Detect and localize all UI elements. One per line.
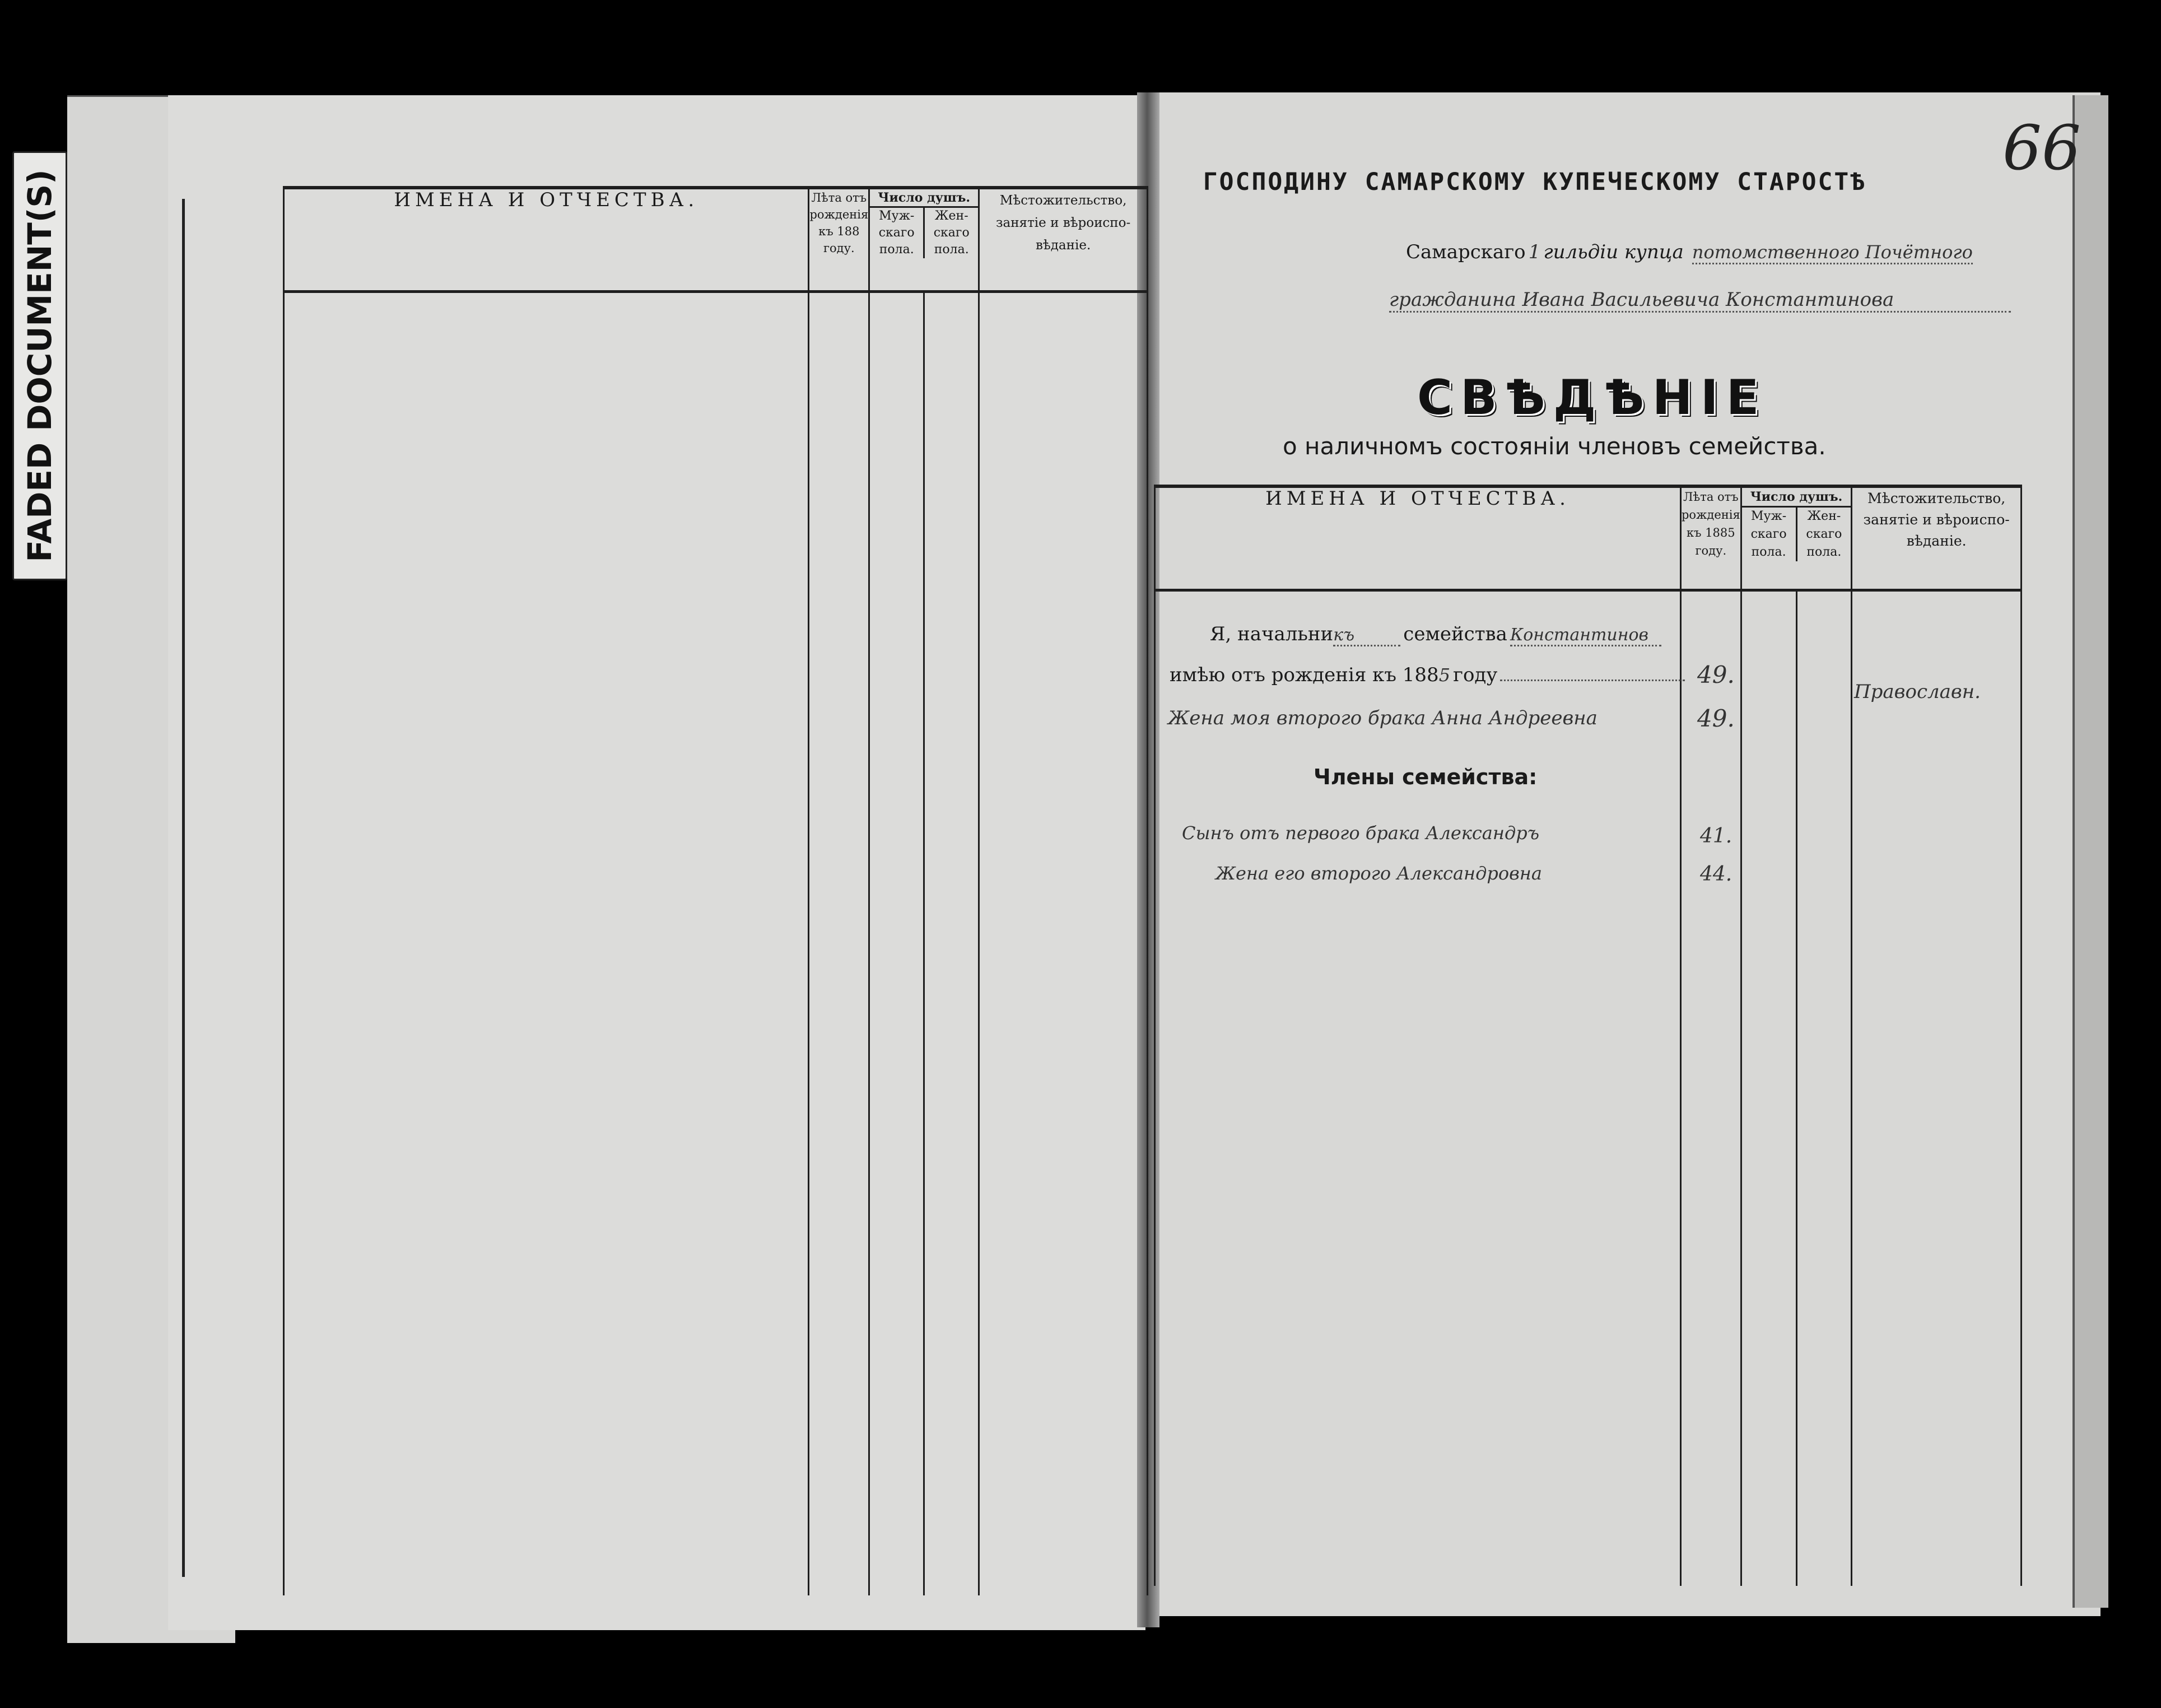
- age-line-year: 5: [1438, 664, 1451, 686]
- member-age: 41.: [1700, 825, 1732, 848]
- right-male-label: Муж-скаго пола.: [1742, 506, 1797, 561]
- left-male-label: Муж-скаго пола.: [870, 206, 925, 258]
- right-page-edge: [2072, 95, 2108, 1608]
- head-family-name: Константинов: [1510, 625, 1661, 646]
- members-label: Члены семейства:: [1314, 765, 1538, 789]
- right-col-souls-header: [1741, 486, 1852, 590]
- head-age-line: [1170, 664, 1685, 686]
- head-line-start: Я, начальни: [1210, 623, 1334, 645]
- left-register-table: [283, 186, 1148, 1595]
- left-col-souls-header: [869, 188, 979, 292]
- petitioner-status: потомственного Почётного: [1692, 241, 1973, 264]
- member-age: 44.: [1700, 863, 1732, 886]
- left-female-label: Жен-скаго пола.: [925, 206, 978, 258]
- petitioner-guild-number: 1: [1528, 241, 1541, 263]
- wife-age-value: 49.: [1697, 705, 1735, 732]
- right-col-names-header: ИМЕНА И ОТЧЕСТВА.: [1155, 486, 1681, 590]
- right-male-column: [1741, 590, 1796, 1586]
- petitioner-line-2: [1389, 288, 2011, 313]
- left-souls-label: Число душъ.: [878, 190, 970, 205]
- page-number: 66: [2002, 112, 2081, 184]
- left-female-column: [924, 292, 979, 1596]
- left-col-residence-header: Мѣстожительство, занятіе и вѣроиспо-вѣданіе.: [979, 188, 1148, 292]
- left-residence-column: [979, 292, 1148, 1596]
- head-line-family-label: семейства: [1403, 623, 1507, 645]
- age-line-start: имѣю отъ рожденія къ 188: [1170, 664, 1439, 686]
- age-line-leader: [1500, 680, 1685, 681]
- left-margin-rule: [182, 199, 185, 1577]
- faded-document-tab: [12, 151, 67, 580]
- right-residence-column: [1852, 590, 2022, 1586]
- right-souls-label: Число душъ.: [1750, 490, 1843, 504]
- left-names-column: [284, 292, 809, 1596]
- document-title: СВѢДѢНІЕ: [1417, 370, 1767, 426]
- wife-entry: Жена моя второго брака Анна Андреевна: [1168, 707, 1598, 729]
- document-subtitle: о наличномъ состояніи членовъ семейства.: [1283, 432, 1826, 460]
- head-age-value: 49.: [1697, 661, 1735, 688]
- petitioner-city: Самарскаго: [1406, 241, 1526, 263]
- head-line-suffix: къ: [1333, 625, 1400, 646]
- right-female-label: Жен-скаго пола.: [1797, 506, 1851, 561]
- member-name: Жена его второго Александровна: [1215, 863, 1542, 884]
- petitioner-name: гражданина Ивана Васильевича Константинова: [1389, 288, 2011, 313]
- left-age-column: [809, 292, 869, 1596]
- right-names-column: [1155, 590, 1681, 1586]
- right-female-column: [1796, 590, 1852, 1586]
- addressee-heading: ГОСПОДИНУ САМАРСКОМУ КУПЕЧЕСКОМУ СТАРОСТѢ: [1203, 168, 1867, 196]
- head-religion-value: Православн.: [1854, 681, 1981, 703]
- left-col-names-header: ИМЕНА И ОТЧЕСТВА.: [284, 188, 809, 292]
- right-col-age-header: Лѣта отъ рожденія къ 1885 году.: [1680, 486, 1741, 590]
- right-col-residence-header: Мѣстожительство, занятіе и вѣроиспо-вѣданіе.: [1852, 486, 2022, 590]
- left-col-age-header: Лѣта отъ рожденія къ 188 году.: [809, 188, 869, 292]
- left-male-column: [869, 292, 924, 1596]
- faded-document-label: FADED DOCUMENT(S): [21, 169, 59, 562]
- right-register-table: [1154, 485, 2022, 1586]
- petitioner-guild-label: гильдіи купца: [1543, 241, 1684, 263]
- right-age-column: [1680, 590, 1741, 1586]
- head-of-family-line: [1210, 623, 1661, 646]
- member-name: Сынъ отъ первого брака Александръ: [1182, 822, 1540, 844]
- age-line-end: году: [1453, 664, 1498, 686]
- petitioner-line-1: [1406, 241, 1973, 264]
